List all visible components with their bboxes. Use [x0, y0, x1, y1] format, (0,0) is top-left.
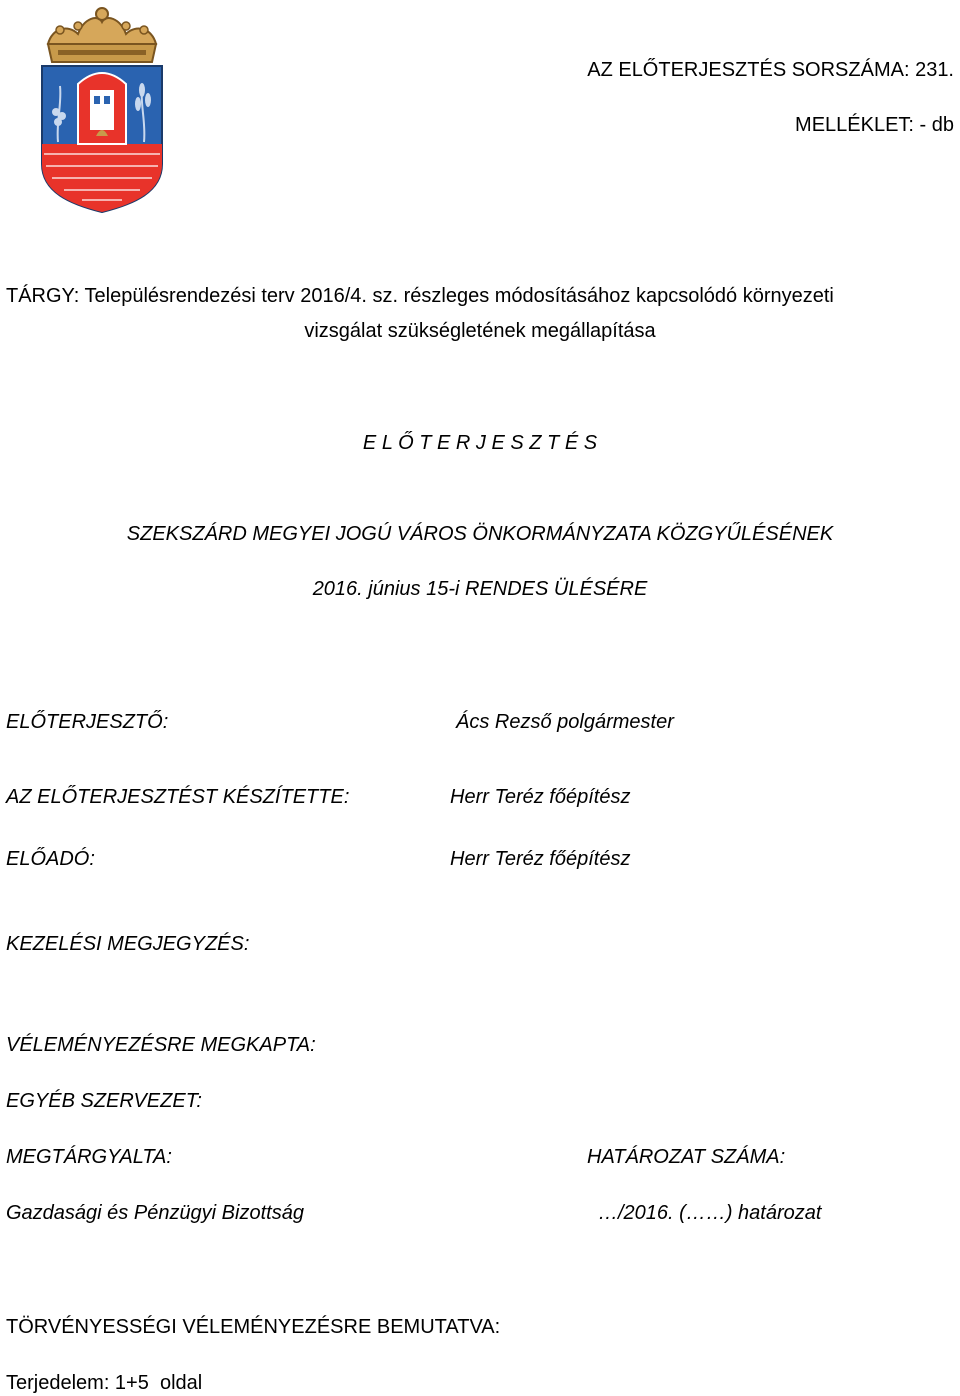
other-organization-label: EGYÉB SZERVEZET: — [6, 1090, 202, 1112]
prepared-by-value: Herr Teréz főépítész — [450, 786, 631, 808]
legality-review-label: TÖRVÉNYESSÉGI VÉLEMÉNYEZÉSRE BEMUTATVA: — [6, 1316, 501, 1338]
handling-note-label: KEZELÉSI MEGJEGYZÉS: — [6, 933, 250, 955]
assembly-name: SZEKSZÁRD MEGYEI JOGÚ VÁROS ÖNKORMÁNYZATA KÖZGYŰLÉSÉNEK — [126, 523, 834, 545]
discussed-label: MEGTÁRGYALTA: — [6, 1146, 172, 1168]
submission-number: AZ ELŐTERJESZTÉS SORSZÁMA: 231. — [587, 59, 954, 81]
prepared-by-label: AZ ELŐTERJESZTÉST KÉSZÍTETTE: — [6, 786, 350, 808]
speaker-value: Herr Teréz főépítész — [450, 848, 631, 870]
opinion-received-label: VÉLEMÉNYEZÉSRE MEGKAPTA: — [6, 1034, 316, 1056]
attachment-count: MELLÉKLET: - db — [795, 114, 954, 136]
session-date: 2016. június 15-i RENDES ÜLÉSÉRE — [312, 578, 648, 600]
subject-line-1: TÁRGY: Településrendezési terv 2016/4. sz. részleges módosításához kapcsolódó környezeti — [6, 285, 834, 307]
resolution-number-value: …/2016. (……) határozat — [598, 1202, 822, 1224]
presenter-label: ELŐTERJESZTŐ: — [6, 711, 169, 733]
document-title: E L Ő T E R J E S Z T É S — [362, 432, 598, 454]
crown-icon — [48, 8, 156, 62]
subject-line-2: vizsgálat szükségletének megállapítása — [304, 320, 656, 342]
city-coat-of-arms-icon — [38, 4, 166, 214]
document-extent: Terjedelem: 1+5 oldal — [6, 1372, 203, 1394]
resolution-number-label: HATÁROZAT SZÁMA: — [587, 1146, 786, 1168]
discussed-committee: Gazdasági és Pénzügyi Bizottság — [6, 1202, 304, 1224]
presenter-value: Ács Rezső polgármester — [456, 711, 674, 733]
speaker-label: ELŐADÓ: — [6, 848, 95, 870]
